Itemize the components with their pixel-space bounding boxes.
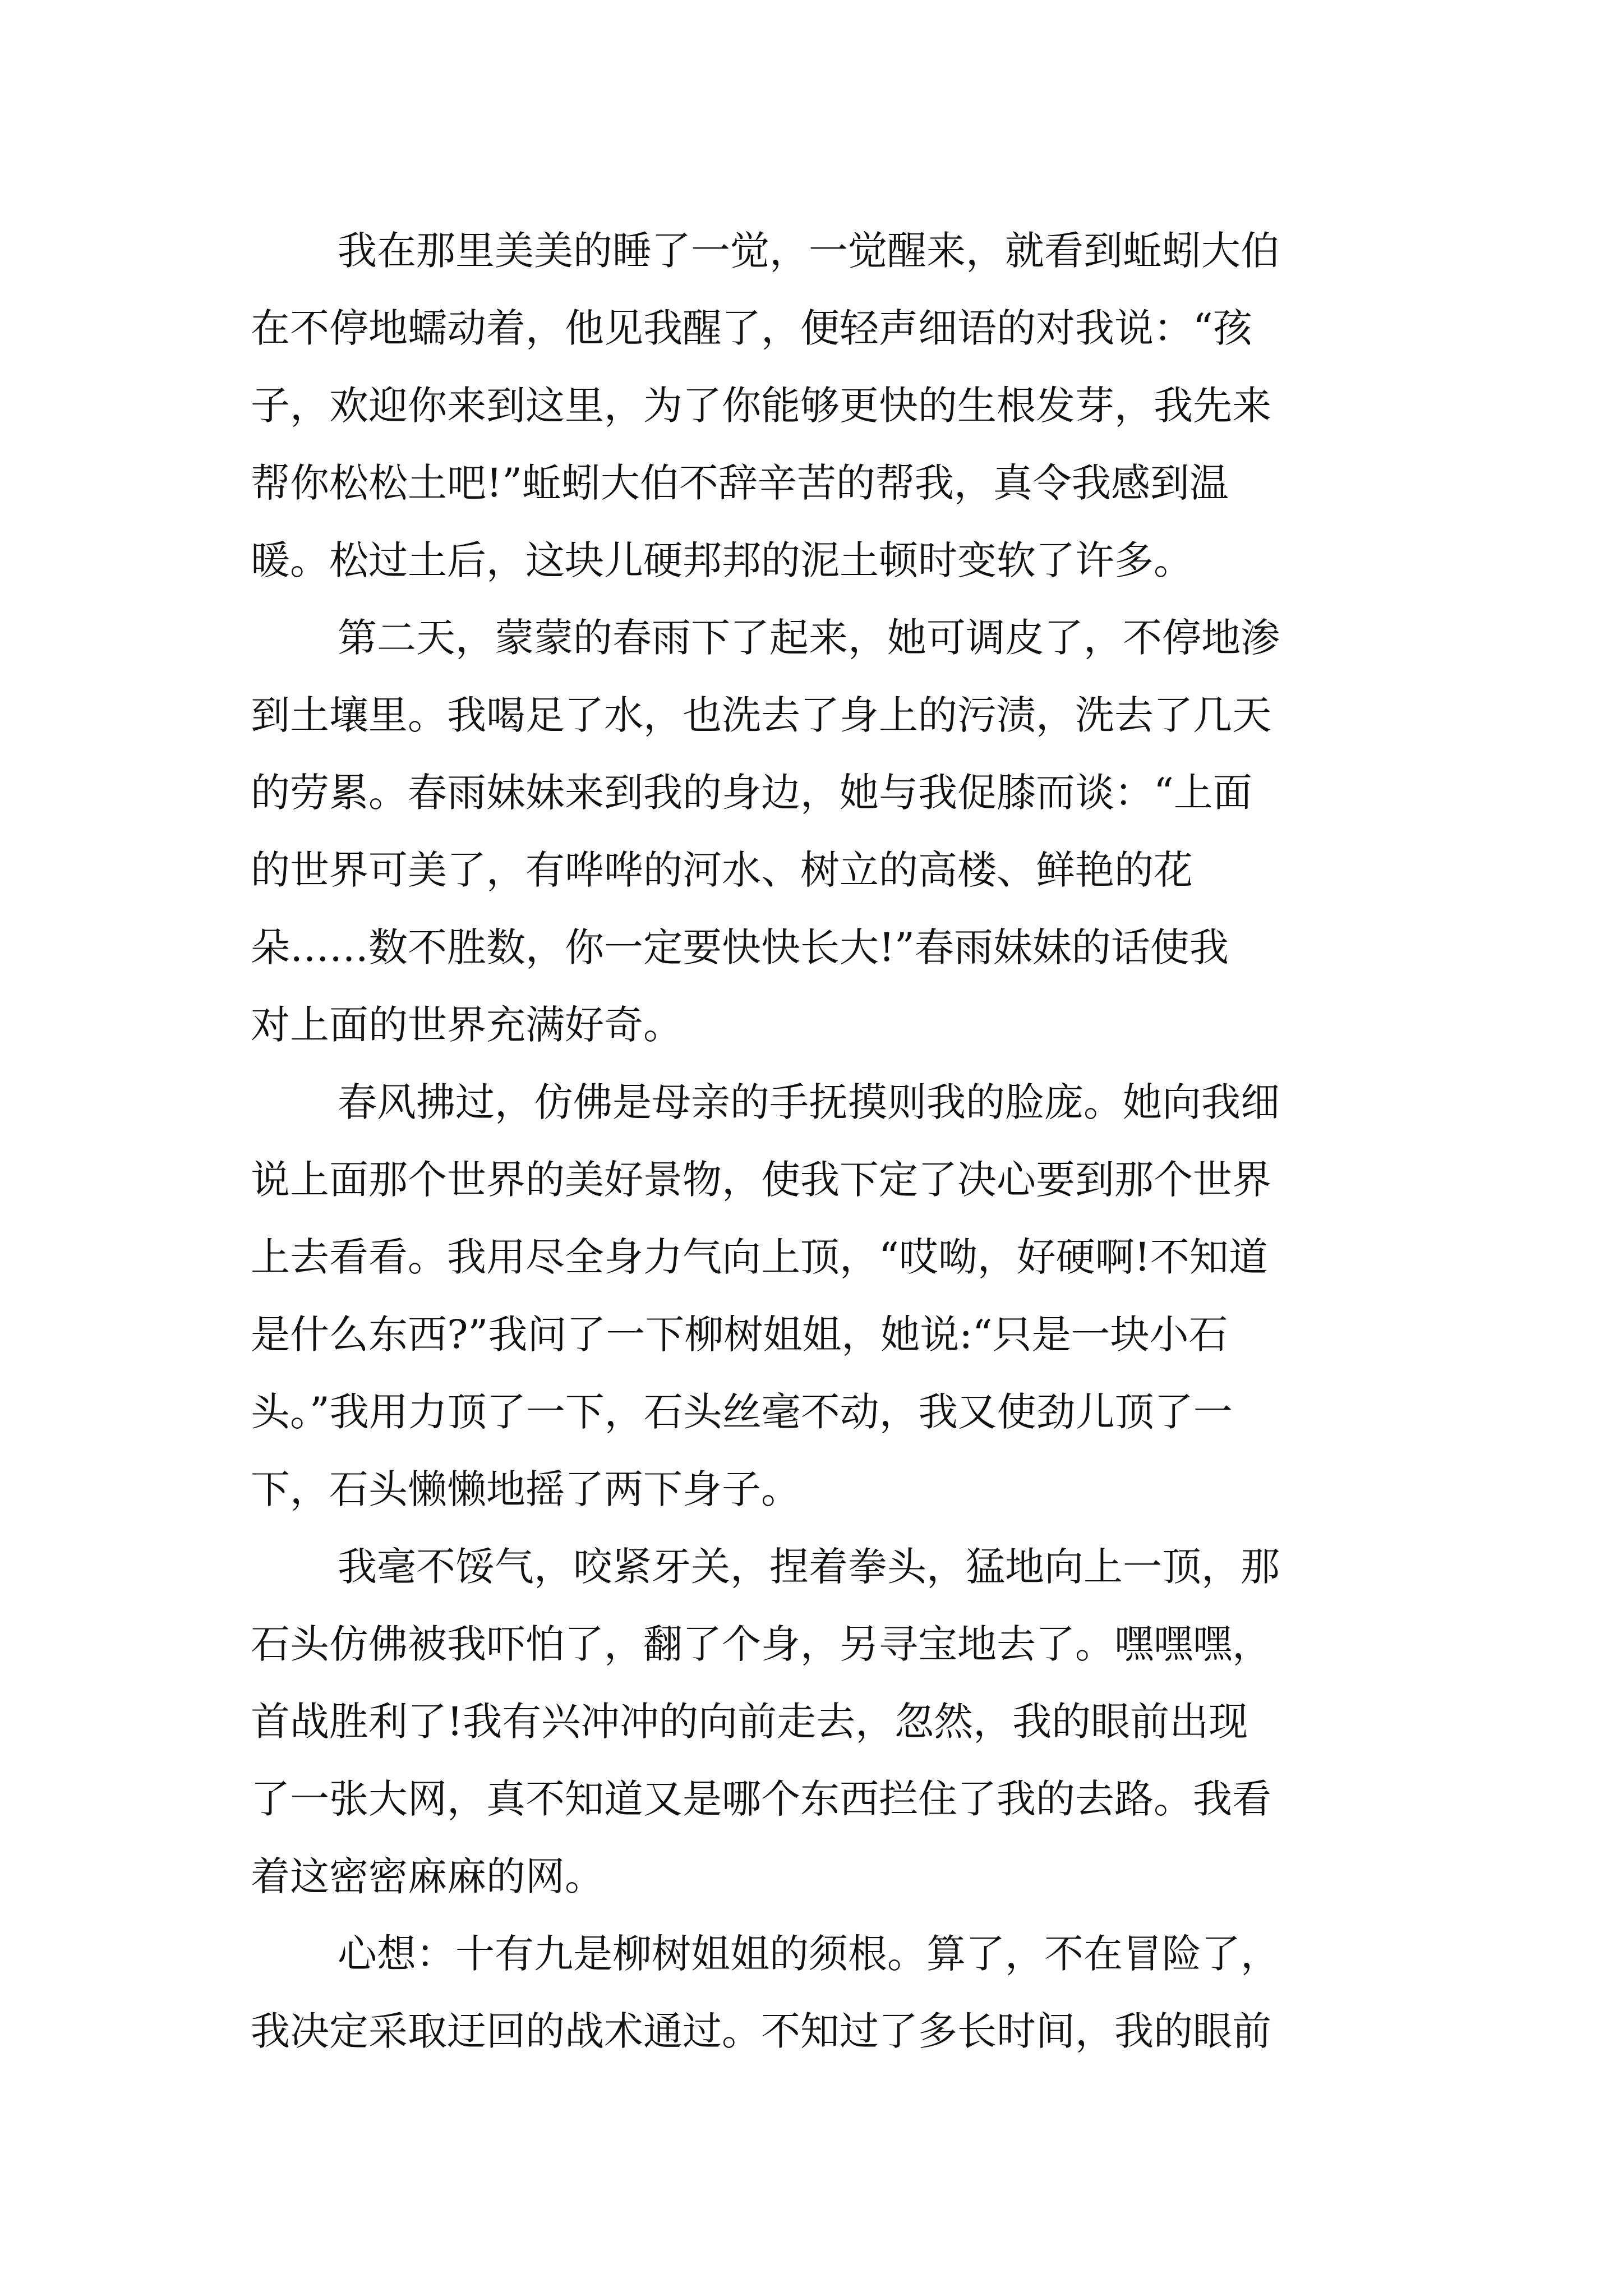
text-line: 我在那里美美的睡了一觉，一觉醒来，就看到蚯蚓大伯 <box>338 228 1280 274</box>
paragraph-1 <box>251 212 1384 599</box>
paragraph-3 <box>251 1064 1384 1528</box>
text-line: 下，石头懒懒地摇了两下身子。 <box>251 1466 800 1512</box>
text-line: 我毫不馁气，咬紧牙关，捏着拳头，猛地向上一顶，那 <box>338 1544 1280 1590</box>
text-line: 是什么东西?”我问了一下柳树姐姐，她说:“只是一块小石 <box>251 1312 1228 1358</box>
text-line: 着这密密麻麻的网。 <box>251 1853 604 1899</box>
text-line: 春风拂过，仿佛是母亲的手抚摸则我的脸庞。她向我细 <box>338 1079 1280 1125</box>
text-line: 的世界可美了，有哗哗的河水、树立的高楼、鲜艳的花 <box>251 847 1193 893</box>
paragraph-2 <box>251 599 1384 1064</box>
text-line: 了一张大网，真不知道又是哪个东西拦住了我的去路。我看 <box>251 1776 1271 1822</box>
text-line: 朵……数不胜数，你一定要快快长大!”春雨妹妹的话使我 <box>251 924 1229 970</box>
text-line: 第二天，蒙蒙的春雨下了起来，她可调皮了，不停地渗 <box>338 615 1280 661</box>
text-line: 头。”我用力顶了一下，石头丝毫不动，我又使劲儿顶了一 <box>251 1389 1233 1435</box>
text-line: 帮你松松土吧!”蚯蚓大伯不辞辛苦的帮我，真令我感到温 <box>251 460 1229 506</box>
text-line: 心想：十有九是柳树姐姐的须根。算了，不在冒险了， <box>338 1931 1280 1977</box>
text-line: 我决定采取迂回的战术通过。不知过了多长时间，我的眼前 <box>251 2008 1271 2054</box>
text-line: 暖。松过土后，这块儿硬邦邦的泥土顿时变软了许多。 <box>251 537 1193 583</box>
text-line: 石头仿佛被我吓怕了，翻了个身，另寻宝地去了。嘿嘿嘿， <box>251 1621 1271 1667</box>
text-line: 对上面的世界充满好奇。 <box>251 1002 683 1048</box>
paragraph-4 <box>251 1528 1384 1915</box>
text-line: 上去看看。我用尽全身力气向上顶，“哎呦，好硬啊!不知道 <box>251 1234 1268 1280</box>
text-line: 的劳累。春雨妹妹来到我的身边，她与我促膝而谈：“上面 <box>251 770 1252 816</box>
text-line: 在不停地蠕动着，他见我醒了，便轻声细语的对我说：“孩 <box>251 305 1252 351</box>
body-text <box>251 212 1384 2070</box>
paragraph-5 <box>251 1915 1384 2070</box>
text-line: 子，欢迎你来到这里，为了你能够更快的生根发芽，我先来 <box>251 383 1271 429</box>
text-line: 到土壤里。我喝足了水，也洗去了身上的污渍，洗去了几天 <box>251 692 1271 738</box>
text-line: 首战胜利了!我有兴冲冲的向前走去，忽然，我的眼前出现 <box>251 1699 1248 1745</box>
text-line: 说上面那个世界的美好景物，使我下定了决心要到那个世界 <box>251 1157 1271 1203</box>
